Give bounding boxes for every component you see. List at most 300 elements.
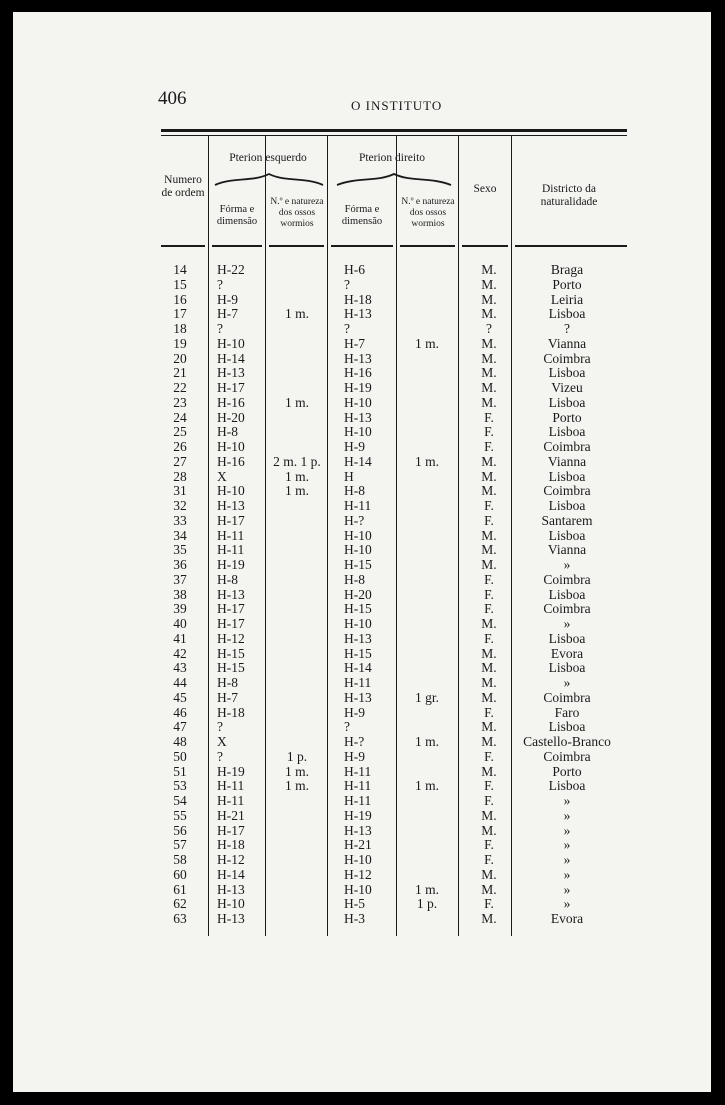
left-wormios-cell: 1 p. [286, 748, 308, 764]
right-forma-cell: H-13 [344, 306, 372, 322]
row-number-cell: 34 [173, 527, 187, 543]
sexo-cell: F. [484, 778, 494, 794]
right-forma-cell: H-9 [344, 439, 365, 454]
sexo-cell: M. [481, 763, 497, 779]
left-forma-cell: H-17 [217, 822, 245, 838]
table-row [13, 676, 711, 691]
left-forma-cell: H-18 [217, 704, 245, 720]
left-forma-cell: H-13 [217, 498, 245, 513]
districto-cell: Lisboa [548, 630, 586, 646]
table-row [13, 706, 711, 721]
row-number-cell: 15 [173, 276, 187, 292]
row-number-cell: 33 [173, 512, 187, 528]
row-number-cell: 23 [173, 394, 187, 410]
sexo-cell: M. [481, 380, 497, 395]
table-row [13, 868, 711, 883]
districto-cell: » [563, 881, 571, 897]
sexo-cell: M. [481, 822, 497, 838]
row-number-cell: 18 [173, 321, 187, 336]
row-number-cell: 57 [173, 837, 187, 853]
table-row [13, 293, 711, 308]
left-forma-cell: H-17 [217, 512, 245, 528]
header-rule [269, 245, 324, 247]
left-forma-cell: H-10 [217, 483, 245, 499]
row-number-cell: 22 [173, 380, 187, 395]
right-forma-cell: H-16 [344, 365, 372, 381]
districto-cell: Vianna [547, 453, 587, 469]
table-row [13, 499, 711, 514]
left-forma-cell: H-11 [217, 527, 245, 543]
right-forma-cell: H-10 [344, 881, 372, 897]
districto-cell: » [563, 866, 571, 882]
sexo-cell: M. [481, 276, 497, 292]
districto-cell: Santarem [541, 512, 593, 528]
sexo-cell: F. [484, 896, 494, 912]
right-forma-cell: H-9 [344, 748, 365, 764]
right-wormios-cell: 1 m. [414, 734, 439, 749]
table-row [13, 750, 711, 765]
right-forma-cell: H-15 [344, 645, 372, 661]
left-forma-cell: H-14 [217, 350, 245, 366]
table-row [13, 720, 711, 735]
row-number-cell: 42 [173, 645, 187, 661]
left-wormios-cell: 1 m. [284, 306, 309, 322]
left-forma-cell: H-11 [217, 793, 245, 808]
right-forma-cell: H-18 [344, 291, 372, 307]
table-row [13, 307, 711, 322]
districto-cell: Castello-Branco [523, 734, 611, 749]
header-natureza-left: N.º e natureza dos ossos wormios [270, 197, 324, 229]
right-forma-cell: H-8 [344, 483, 365, 499]
districto-cell: ? [564, 321, 570, 336]
left-forma-cell: H-9 [217, 291, 238, 307]
right-forma-cell: H-13 [344, 822, 372, 838]
left-forma-cell: H-11 [217, 778, 245, 794]
left-forma-cell: H-19 [217, 763, 245, 779]
left-forma-cell: H-17 [217, 601, 245, 617]
right-forma-cell: H-11 [344, 778, 372, 794]
sexo-cell: M. [481, 365, 497, 381]
districto-cell: Vianna [547, 335, 587, 351]
left-forma-cell: H-19 [217, 557, 245, 572]
header-pterion-esquerdo: Pterion esquerdo [229, 152, 307, 164]
right-forma-cell: H [344, 468, 354, 484]
page-number: 406 [158, 88, 187, 109]
sexo-cell: M. [481, 483, 497, 499]
row-number-cell: 54 [173, 793, 187, 808]
right-forma-cell: H-13 [344, 350, 372, 366]
right-forma-cell: H-19 [344, 807, 372, 823]
right-forma-cell: H-11 [344, 763, 372, 779]
districto-cell: » [563, 616, 571, 631]
districto-cell: Porto [552, 409, 582, 425]
right-forma-cell: ? [344, 321, 350, 336]
sexo-cell: M. [481, 557, 497, 572]
table-row [13, 617, 711, 632]
right-forma-cell: ? [344, 719, 350, 735]
districto-cell: Lisboa [548, 468, 586, 484]
sexo-cell: M. [481, 660, 497, 676]
left-forma-cell: H-7 [217, 306, 238, 322]
table-row [13, 352, 711, 367]
table-row [13, 809, 711, 824]
districto-cell: Lisboa [548, 394, 586, 410]
right-forma-cell: H-15 [344, 557, 372, 572]
sexo-cell: M. [481, 881, 497, 897]
table-row [13, 425, 711, 440]
table-row [13, 838, 711, 853]
row-number-cell: 62 [173, 896, 187, 912]
row-number-cell: 58 [173, 852, 187, 867]
left-forma-cell: X [217, 734, 227, 749]
sexo-cell: M. [481, 262, 497, 277]
header-pterion-direito: Pterion direito [358, 152, 426, 164]
districto-cell: Leiria [550, 291, 584, 307]
districto-cell: » [563, 793, 571, 808]
table-row [13, 883, 711, 898]
table-row [13, 543, 711, 558]
table-row [13, 647, 711, 662]
sexo-cell: M. [481, 719, 497, 735]
left-forma-cell: H-8 [217, 675, 238, 690]
brace-right [335, 172, 453, 188]
row-number-cell: 47 [173, 719, 187, 735]
districto-cell: Lisboa [548, 424, 586, 440]
header-rule [161, 245, 205, 247]
row-number-cell: 55 [173, 807, 187, 823]
header-rule [331, 245, 393, 247]
table-row [13, 779, 711, 794]
left-forma-cell: H-8 [217, 424, 238, 440]
left-forma-cell: ? [217, 321, 223, 336]
districto-cell: Coimbra [543, 439, 591, 454]
right-forma-cell: H-? [344, 512, 365, 528]
districto-cell: Coimbra [543, 689, 591, 705]
top-rule-thin [161, 135, 627, 136]
sexo-cell: M. [481, 335, 497, 351]
header-rule [400, 245, 455, 247]
right-forma-cell: H-14 [344, 453, 372, 469]
right-forma-cell: H-? [344, 734, 365, 749]
left-forma-cell: H-21 [217, 807, 245, 823]
sexo-cell: M. [481, 689, 497, 705]
right-forma-cell: H-21 [344, 837, 372, 853]
table-row [13, 396, 711, 411]
districto-cell: Lisboa [548, 527, 586, 543]
right-wormios-cell: 1 m. [414, 335, 439, 351]
left-forma-cell: H-17 [217, 380, 245, 395]
right-forma-cell: H-14 [344, 660, 372, 676]
right-forma-cell: H-11 [344, 675, 372, 690]
districto-cell: Porto [552, 276, 582, 292]
districto-cell: Lisboa [548, 660, 586, 676]
right-forma-cell: H-20 [344, 586, 372, 602]
sexo-cell: M. [481, 675, 497, 690]
sexo-cell: F. [484, 571, 494, 587]
row-number-cell: 24 [173, 409, 187, 425]
left-forma-cell: H-12 [217, 630, 245, 646]
sexo-cell: F. [484, 601, 494, 617]
row-number-cell: 63 [173, 911, 187, 926]
table-row [13, 588, 711, 603]
left-forma-cell: H-13 [217, 881, 245, 897]
right-forma-cell: H-7 [344, 335, 365, 351]
row-number-cell: 43 [173, 660, 187, 676]
table-row [13, 853, 711, 868]
row-number-cell: 45 [173, 689, 187, 705]
row-number-cell: 20 [173, 350, 187, 366]
row-number-cell: 50 [173, 748, 187, 764]
districto-cell: Lisboa [548, 365, 586, 381]
sexo-cell: M. [481, 291, 497, 307]
header-numero: Numero de ordem [161, 174, 205, 199]
left-forma-cell: ? [217, 748, 223, 764]
row-number-cell: 28 [173, 468, 187, 484]
right-forma-cell: H-10 [344, 852, 372, 867]
left-forma-cell: H-16 [217, 453, 245, 469]
sexo-cell: F. [484, 586, 494, 602]
right-forma-cell: H-13 [344, 409, 372, 425]
left-forma-cell: H-14 [217, 866, 245, 882]
districto-cell: » [563, 837, 571, 853]
districto-cell: Porto [552, 763, 582, 779]
row-number-cell: 39 [173, 601, 187, 617]
left-forma-cell: H-12 [217, 852, 245, 867]
right-forma-cell: H-12 [344, 866, 372, 882]
table-row [13, 558, 711, 573]
left-forma-cell: H-10 [217, 335, 245, 351]
sexo-cell: F. [484, 424, 494, 440]
left-forma-cell: H-11 [217, 542, 245, 558]
districto-cell: » [563, 852, 571, 867]
row-number-cell: 48 [173, 734, 187, 749]
right-forma-cell: H-3 [344, 911, 365, 926]
left-forma-cell: H-8 [217, 571, 238, 587]
brace-left [213, 172, 325, 188]
districto-cell: Braga [550, 262, 584, 277]
row-number-cell: 32 [173, 498, 187, 513]
districto-cell: » [563, 896, 571, 912]
districto-cell: Faro [554, 704, 580, 720]
table-row [13, 337, 711, 352]
sexo-cell: F. [484, 512, 494, 528]
row-number-cell: 53 [173, 778, 187, 794]
sexo-cell: M. [481, 527, 497, 543]
right-wormios-cell: 1 m. [414, 778, 439, 794]
left-forma-cell: H-17 [217, 616, 245, 631]
right-wormios-cell: 1 gr. [414, 689, 439, 705]
row-number-cell: 17 [173, 306, 187, 322]
row-number-cell: 38 [173, 586, 187, 602]
table-row [13, 691, 711, 706]
table-row [13, 573, 711, 588]
districto-cell: Coimbra [543, 601, 591, 617]
sexo-cell: M. [481, 453, 497, 469]
right-forma-cell: H-13 [344, 689, 372, 705]
sexo-cell: F. [484, 852, 494, 867]
right-forma-cell: H-10 [344, 424, 372, 440]
sexo-cell: M. [481, 866, 497, 882]
row-number-cell: 26 [173, 439, 187, 454]
row-number-cell: 56 [173, 822, 187, 838]
right-forma-cell: H-6 [344, 262, 365, 277]
left-forma-cell: H-13 [217, 586, 245, 602]
sexo-cell: F. [484, 630, 494, 646]
districto-cell: Vianna [547, 542, 587, 558]
right-forma-cell: H-5 [344, 896, 365, 912]
left-forma-cell: H-10 [217, 439, 245, 454]
right-forma-cell: H-10 [344, 542, 372, 558]
row-number-cell: 40 [173, 616, 187, 631]
left-forma-cell: H-22 [217, 262, 245, 277]
right-forma-cell: H-10 [344, 616, 372, 631]
header-rule [515, 245, 627, 247]
sexo-cell: M. [481, 645, 497, 661]
right-forma-cell: H-15 [344, 601, 372, 617]
districto-cell: Lisboa [548, 778, 586, 794]
districto-cell: Coimbra [543, 571, 591, 587]
row-number-cell: 46 [173, 704, 187, 720]
table-row [13, 912, 711, 927]
table-row [13, 897, 711, 912]
left-forma-cell: H-13 [217, 911, 245, 926]
right-forma-cell: H-13 [344, 630, 372, 646]
left-forma-cell: ? [217, 719, 223, 735]
right-wormios-cell: 1 m. [414, 453, 439, 469]
header-forma-right: Fórma e dimensão [341, 204, 383, 227]
sexo-cell: M. [481, 911, 497, 926]
right-forma-cell: ? [344, 276, 350, 292]
row-number-cell: 36 [173, 557, 187, 572]
sexo-cell: F. [484, 793, 494, 808]
districto-cell: Evora [550, 911, 584, 926]
table-row [13, 455, 711, 470]
table-row [13, 602, 711, 617]
table-row [13, 514, 711, 529]
left-wormios-cell: 1 m. [284, 778, 309, 794]
header-forma-left: Fórma e dimensão [216, 204, 258, 227]
right-forma-cell: H-11 [344, 793, 372, 808]
table-row [13, 263, 711, 278]
right-forma-cell: H-8 [344, 571, 365, 587]
districto-cell: Coimbra [543, 483, 591, 499]
sexo-cell: F. [484, 439, 494, 454]
districto-cell: Lisboa [548, 498, 586, 513]
row-number-cell: 14 [173, 262, 187, 277]
table-row [13, 765, 711, 780]
districto-cell: Coimbra [543, 350, 591, 366]
row-number-cell: 60 [173, 866, 187, 882]
table-body [13, 263, 711, 927]
sexo-cell: ? [486, 321, 492, 336]
row-number-cell: 37 [173, 571, 187, 587]
table-row [13, 632, 711, 647]
sexo-cell: M. [481, 616, 497, 631]
row-number-cell: 35 [173, 542, 187, 558]
districto-cell: » [563, 675, 571, 690]
table-row [13, 735, 711, 750]
table-row [13, 366, 711, 381]
districto-cell: Lisboa [548, 586, 586, 602]
header-rule [462, 245, 508, 247]
left-forma-cell: H-20 [217, 409, 245, 425]
left-forma-cell: X [217, 468, 227, 484]
sexo-cell: M. [481, 734, 497, 749]
row-number-cell: 44 [173, 675, 187, 690]
table-row [13, 661, 711, 676]
left-forma-cell: H-7 [217, 689, 238, 705]
row-number-cell: 16 [173, 291, 187, 307]
sexo-cell: F. [484, 748, 494, 764]
table-row [13, 322, 711, 337]
sexo-cell: M. [481, 468, 497, 484]
right-wormios-cell: 1 m. [414, 881, 439, 897]
sexo-cell: M. [481, 807, 497, 823]
right-forma-cell: H-9 [344, 704, 365, 720]
row-number-cell: 31 [173, 483, 187, 499]
left-wormios-cell: 2 m. 1 p. [273, 453, 321, 469]
sexo-cell: F. [484, 409, 494, 425]
row-number-cell: 21 [173, 365, 187, 381]
districto-cell: » [563, 557, 571, 572]
header-sexo: Sexo [473, 183, 497, 195]
left-forma-cell: ? [217, 276, 223, 292]
left-forma-cell: H-15 [217, 645, 245, 661]
row-number-cell: 41 [173, 630, 187, 646]
table-row [13, 484, 711, 499]
left-forma-cell: H-18 [217, 837, 245, 853]
header-rule [212, 245, 262, 247]
top-rule [161, 129, 627, 132]
table-row [13, 529, 711, 544]
sexo-cell: M. [481, 394, 497, 410]
sexo-cell: M. [481, 350, 497, 366]
sexo-cell: F. [484, 498, 494, 513]
right-wormios-cell: 1 p. [416, 896, 438, 912]
sexo-cell: M. [481, 542, 497, 558]
right-forma-cell: H-10 [344, 527, 372, 543]
districto-cell: Coimbra [543, 748, 591, 764]
left-forma-cell: H-10 [217, 896, 245, 912]
book-page [13, 12, 711, 1092]
left-forma-cell: H-16 [217, 394, 245, 410]
districto-cell: Lisboa [548, 306, 586, 322]
table-row [13, 278, 711, 293]
running-title: O INSTITUTO [351, 98, 443, 113]
sexo-cell: F. [484, 704, 494, 720]
left-wormios-cell: 1 m. [284, 483, 309, 499]
districto-cell: Evora [550, 645, 584, 661]
table-row [13, 411, 711, 426]
header-districto: Districto da naturalidade [540, 183, 598, 208]
left-forma-cell: H-15 [217, 660, 245, 676]
header-natureza-right: N.º e natureza dos ossos wormios [401, 197, 455, 229]
table-row [13, 794, 711, 809]
districto-cell: Vizeu [551, 380, 583, 395]
right-forma-cell: H-19 [344, 380, 372, 395]
table-row [13, 381, 711, 396]
left-wormios-cell: 1 m. [284, 394, 309, 410]
row-number-cell: 19 [173, 335, 187, 351]
left-wormios-cell: 1 m. [284, 763, 309, 779]
table-row [13, 470, 711, 485]
districto-cell: » [563, 822, 571, 838]
sexo-cell: M. [481, 306, 497, 322]
row-number-cell: 51 [173, 763, 187, 779]
right-forma-cell: H-10 [344, 394, 372, 410]
left-wormios-cell: 1 m. [284, 468, 309, 484]
sexo-cell: F. [484, 837, 494, 853]
